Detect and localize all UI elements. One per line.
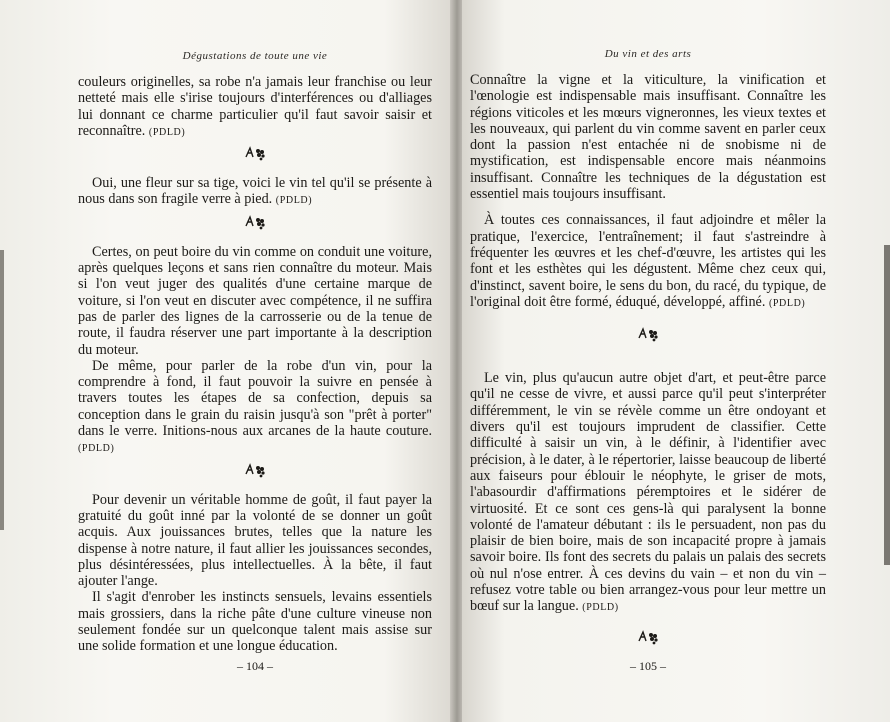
grape-ornament-icon xyxy=(244,145,266,161)
author-initials: (PDLD) xyxy=(148,126,186,138)
author-initials: (PDLD) xyxy=(275,195,313,207)
grape-ornament-icon xyxy=(244,214,266,230)
paragraph: Il s'agit d'enrober les instincts sensuels, levains essentiels mais grossiers, dans la riche pâte d'une culture vineuse non seulement fondée sur un quelconque talent mais assise sur une solide formation et une longue éducation. xyxy=(78,589,432,655)
author-initials: (PDLD) xyxy=(582,602,619,614)
paragraph: Connaître la vigne et la viticulture, la vinification et l'œnologie est indispensable mais insuffisant. Connaître les régions viticoles et les mœurs vigneronnes, les vieux textes et les nouveaux, qui parlent du vin comme savent en parler ceux dont la passion n'est entachée ni de snobisme ni de mystification, est indispensable encore mais néanmoins insuffisant. Connaître les techniques de la dégustation est essentiel mais toujours insuffisant. xyxy=(470,72,826,203)
paragraph: Oui, une fleur sur sa tige, voici le vin tel qu'il se présente à nous dans son fragile verre à pied. (PDLD) xyxy=(78,175,432,208)
grape-ornament-icon xyxy=(244,462,266,478)
running-header-left: Dégustations de toute une vie xyxy=(182,50,328,62)
paragraph: couleurs originelles, sa robe n'a jamais leur franchise ou leur netteté mais elle s'irise toujours d'interférences ou d'alliages lui donnant ce charme particulier qu'il faut savoir saisir et reconnaître. (PDLD) xyxy=(78,74,432,139)
grape-ornament-icon xyxy=(637,629,659,645)
page-edge-shadow xyxy=(884,245,890,565)
right-page xyxy=(462,0,890,722)
paragraph: Le vin, plus qu'aucun autre objet d'art, et peut-être parce qu'il ne cesse de vivre, et aussi parce qu'il peut s'interpréter différemment, le vin se révèle comme un être ondoyant et divers qu'il est toujours imprudent de classifier. Cette difficulté à saisir un vin, à le définir, à l'identifier avec précision, à le dater, à le répertorier, laisse beaucoup de liberté aux faiseurs pour éblouir le néophyte, le griser de mots, l'abasourdir d'affirmations péremptoires et le sidérer de virtuosité. Et ce sont ces gens-là qui paralysent la bonne volonté de l'amateur débutant : ils le persuadent, non pas du plaisir de bien boire, mais de son incapacité propre à jamais savoir boire. Ils font des secrets du palais un palais des secrets où nul n'ose entrer. À ces devins du vain – et non du vin – refusez votre table ou bien arrangez-vous pour leur mettre un bœuf sur la langue. (PDLD) xyxy=(470,370,826,615)
grape-ornament-icon xyxy=(637,326,659,342)
paragraph: Pour devenir un véritable homme de goût, il faut payer la gratuité du goût inné par la volonté de se donner un goût acquis. Aux jouissances brutes, telles que la nature les dispense à notre nature, il faut allier les jouissances secondes, plus désintéressées, plus intellectuelles. À la bête, il faut ajouter l'ange. xyxy=(78,491,432,590)
paragraph: De même, pour parler de la robe d'un vin, pour la comprendre à fond, il faut pouvoir la suivre en pensée à travers toutes les étapes de sa confection, depuis sa conception dans le grain du raisin jusqu'à son "prêt à porter" dans le verre. Initions-nous aux arcanes de la haute couture. (PDLD) xyxy=(78,357,432,455)
paragraph: À toutes ces connaissances, il faut adjoindre et mêler la pratique, l'exercice, l'entraînement; il faut s'astreindre à fréquenter les œuvres et les chef-d'œuvre, les artistes qui les font et les esthètes qui les dégustent. Même chez ceux qui, d'instinct, savent boire, le sens du bon, du racé, du typique, de l'original doit être formé, éduqué, développé, affiné. (PDLD) xyxy=(470,212,826,310)
author-initials: (PDLD) xyxy=(768,297,806,309)
author-initials: (PDLD) xyxy=(78,443,115,455)
page-number-right: – 105 – xyxy=(630,659,666,673)
page-number-left: – 104 – xyxy=(237,659,273,673)
paragraph: Certes, on peut boire du vin comme on conduit une voiture, après quelques leçons et sans rien connaître du moteur. Mais si l'on veut juger des qualités d'une certaine marque de voiture, si l'on veut en discuter avec compétence, il ne suffira pas de parler des lignes de la carrosserie ou de la tenue de route, il faudra réserver une part importante à la description du moteur. xyxy=(78,243,432,358)
page-edge-shadow xyxy=(0,250,4,530)
running-header-right: Du vin et des arts xyxy=(604,48,692,60)
